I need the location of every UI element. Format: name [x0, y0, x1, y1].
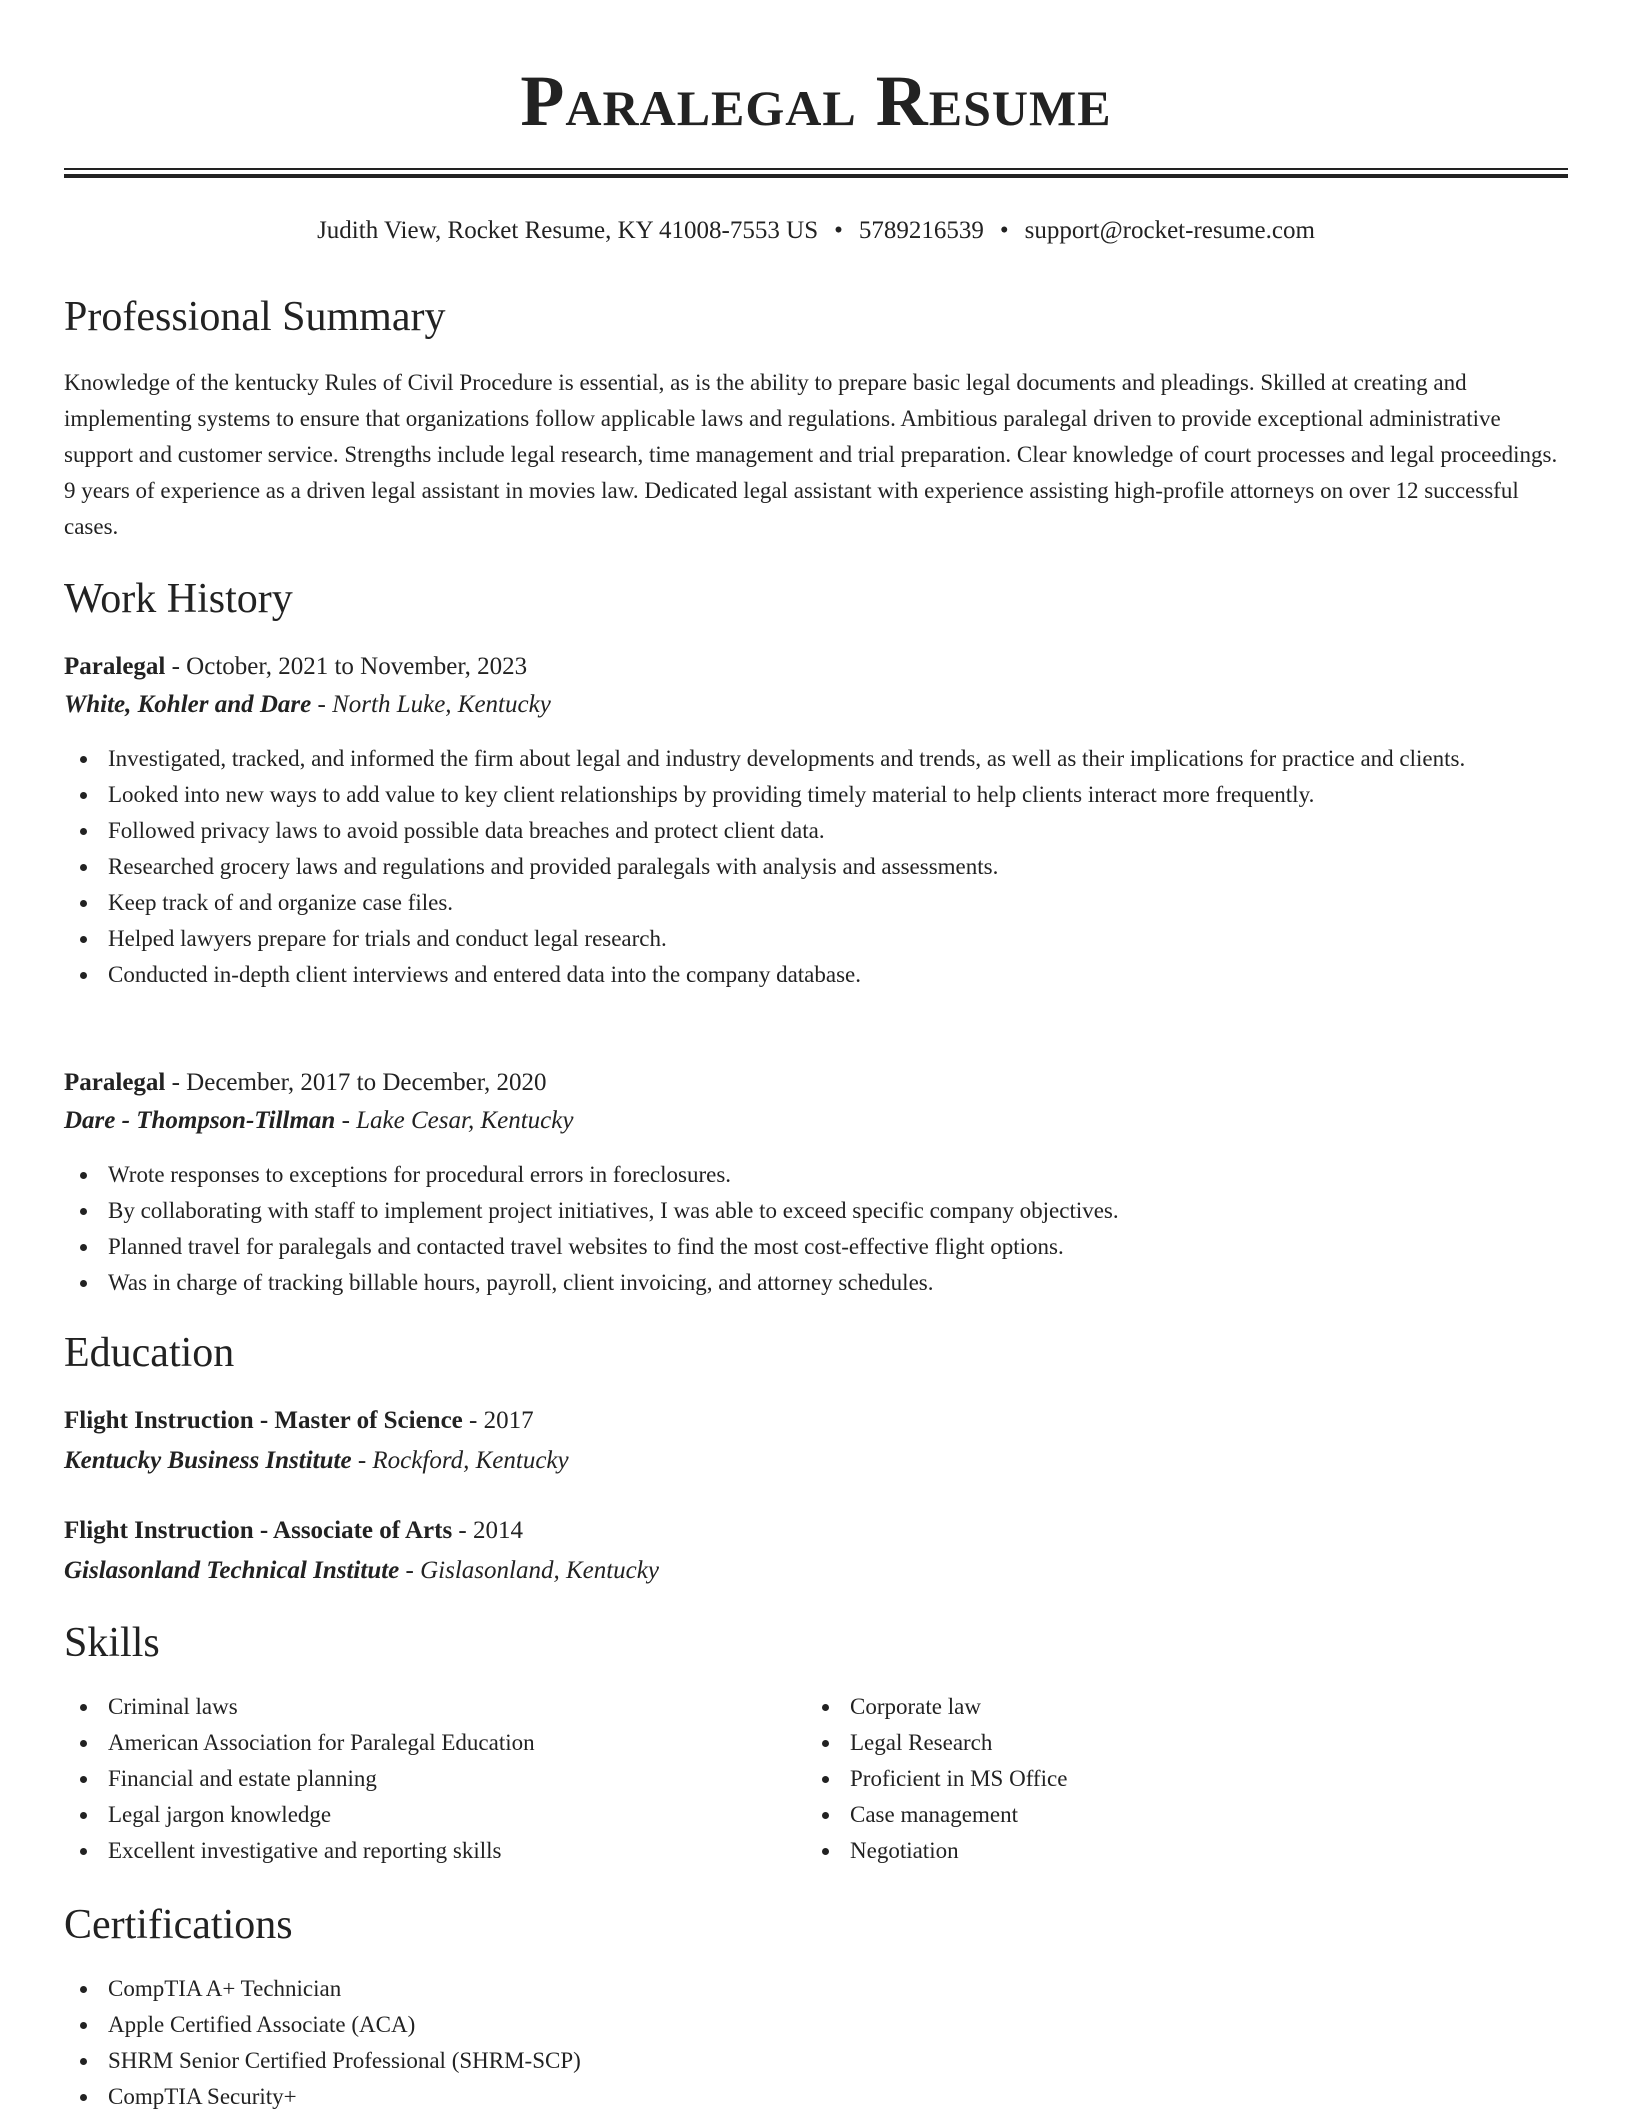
job-title: Paralegal: [64, 1069, 166, 1096]
job-title: Paralegal: [64, 653, 166, 680]
job-dates: - October, 2021 to November, 2023: [165, 653, 528, 680]
company-line: [64, 1103, 573, 1139]
certification-item: CompTIA Security+: [64, 2079, 1568, 2115]
skill-item: Legal jargon knowledge: [64, 1797, 804, 1833]
job-bullets: [64, 741, 1568, 993]
certification-item: CompTIA A+ Technician: [64, 1971, 1568, 2007]
company-name: White, Kohler and Dare: [64, 691, 312, 718]
company-location: - Lake Cesar, Kentucky: [335, 1107, 574, 1134]
job-bullet: Planned travel for paralegals and contacted travel websites to find the most cost-effective flight options.: [64, 1229, 1568, 1265]
skills-heading: Skills: [64, 1620, 160, 1666]
job-bullet: Wrote responses to exceptions for procedural errors in foreclosures.: [64, 1157, 1568, 1193]
degree-year: - 2014: [452, 1517, 523, 1544]
skill-item: Financial and estate planning: [64, 1761, 804, 1797]
degree-name: Flight Instruction - Associate of Arts: [64, 1517, 453, 1544]
skills-list-right: [806, 1689, 1546, 1869]
school-name: Kentucky Business Institute: [64, 1447, 352, 1474]
job-bullet: Investigated, tracked, and informed the firm about legal and industry developments and trends, as well as their implications for practice and clients.: [64, 741, 1568, 777]
school-line: [64, 1443, 569, 1479]
school-line: [64, 1553, 659, 1589]
job-bullet: Researched grocery laws and regulations and provided paralegals with analysis and assessments.: [64, 849, 1568, 885]
contact-phone: 5789216539: [858, 217, 984, 244]
job-bullet: Keep track of and organize case files.: [64, 885, 1568, 921]
skill-item: Excellent investigative and reporting skills: [64, 1833, 804, 1869]
skill-item: Corporate law: [806, 1689, 1546, 1725]
company-name: Dare - Thompson-Tillman: [64, 1107, 336, 1134]
summary-heading: Professional Summary: [64, 294, 446, 340]
company-line: [64, 687, 551, 723]
skill-item: Case management: [806, 1797, 1546, 1833]
certifications-heading: Certifications: [64, 1902, 293, 1948]
school-location: - Rockford, Kentucky: [351, 1447, 569, 1474]
skill-item: Criminal laws: [64, 1689, 804, 1725]
school-location: - Gislasonland, Kentucky: [399, 1557, 659, 1584]
degree-line: [64, 1513, 523, 1549]
job-bullet: Conducted in-depth client interviews and entered data into the company database.: [64, 957, 1568, 993]
separator-dot: •: [999, 217, 1009, 244]
certifications-list: [64, 1971, 1568, 2115]
skill-item: Legal Research: [806, 1725, 1546, 1761]
contact-address: Judith View, Rocket Resume, KY 41008-7553 US: [317, 217, 819, 244]
certification-item: SHRM Senior Certified Professional (SHRM-SCP): [64, 2043, 1568, 2079]
company-location: - North Luke, Kentucky: [311, 691, 551, 718]
work-history-heading: Work History: [64, 576, 293, 622]
title-rule-thick: [64, 174, 1568, 178]
skill-item: American Association for Paralegal Education: [64, 1725, 804, 1761]
degree-name: Flight Instruction - Master of Science: [64, 1407, 463, 1434]
skills-list-left: [64, 1689, 804, 1869]
degree-line: [64, 1403, 534, 1439]
contact-line: [0, 215, 1632, 247]
contact-email: support@rocket-resume.com: [1024, 217, 1315, 244]
job-title-line: [64, 649, 527, 685]
summary-text: Knowledge of the kentucky Rules of Civil Procedure is essential, as is the ability to prepare basic legal documents and pleadings. Skilled at creating and implementing systems to ensure that organizations follow applicable laws and regulations. Ambitious paralegal driven to provide exceptional administrative support and customer service. Strengths include legal research, time management and trial preparation. Clear knowledge of court processes and legal proceedings. 9 years of experience as a driven legal assistant in movies law. Dedicated legal assistant with experience assisting high-profile attorneys on over 12 successful cases.: [64, 370, 1558, 539]
school-name: Gislasonland Technical Institute: [64, 1557, 400, 1584]
title-rule-thin: [64, 168, 1568, 170]
job-bullet: Helped lawyers prepare for trials and conduct legal research.: [64, 921, 1568, 957]
certification-item: Apple Certified Associate (ACA): [64, 2007, 1568, 2043]
job-bullet: Looked into new ways to add value to key client relationships by providing timely material to help clients interact more frequently.: [64, 777, 1568, 813]
job-bullet: Followed privacy laws to avoid possible data breaches and protect client data.: [64, 813, 1568, 849]
resume-title: Paralegal Resume: [520, 61, 1112, 141]
skill-item: Negotiation: [806, 1833, 1546, 1869]
skill-item: Proficient in MS Office: [806, 1761, 1546, 1797]
job-bullets: [64, 1157, 1568, 1301]
education-heading: Education: [64, 1330, 235, 1376]
separator-dot: •: [834, 217, 843, 244]
job-bullet: Was in charge of tracking billable hours, payroll, client invoicing, and attorney schedules.: [64, 1265, 1568, 1301]
degree-year: - 2017: [462, 1407, 534, 1434]
job-title-line: [64, 1065, 547, 1101]
job-bullet: By collaborating with staff to implement project initiatives, I was able to exceed specific company objectives.: [64, 1193, 1568, 1229]
job-dates: - December, 2017 to December, 2020: [165, 1069, 547, 1096]
